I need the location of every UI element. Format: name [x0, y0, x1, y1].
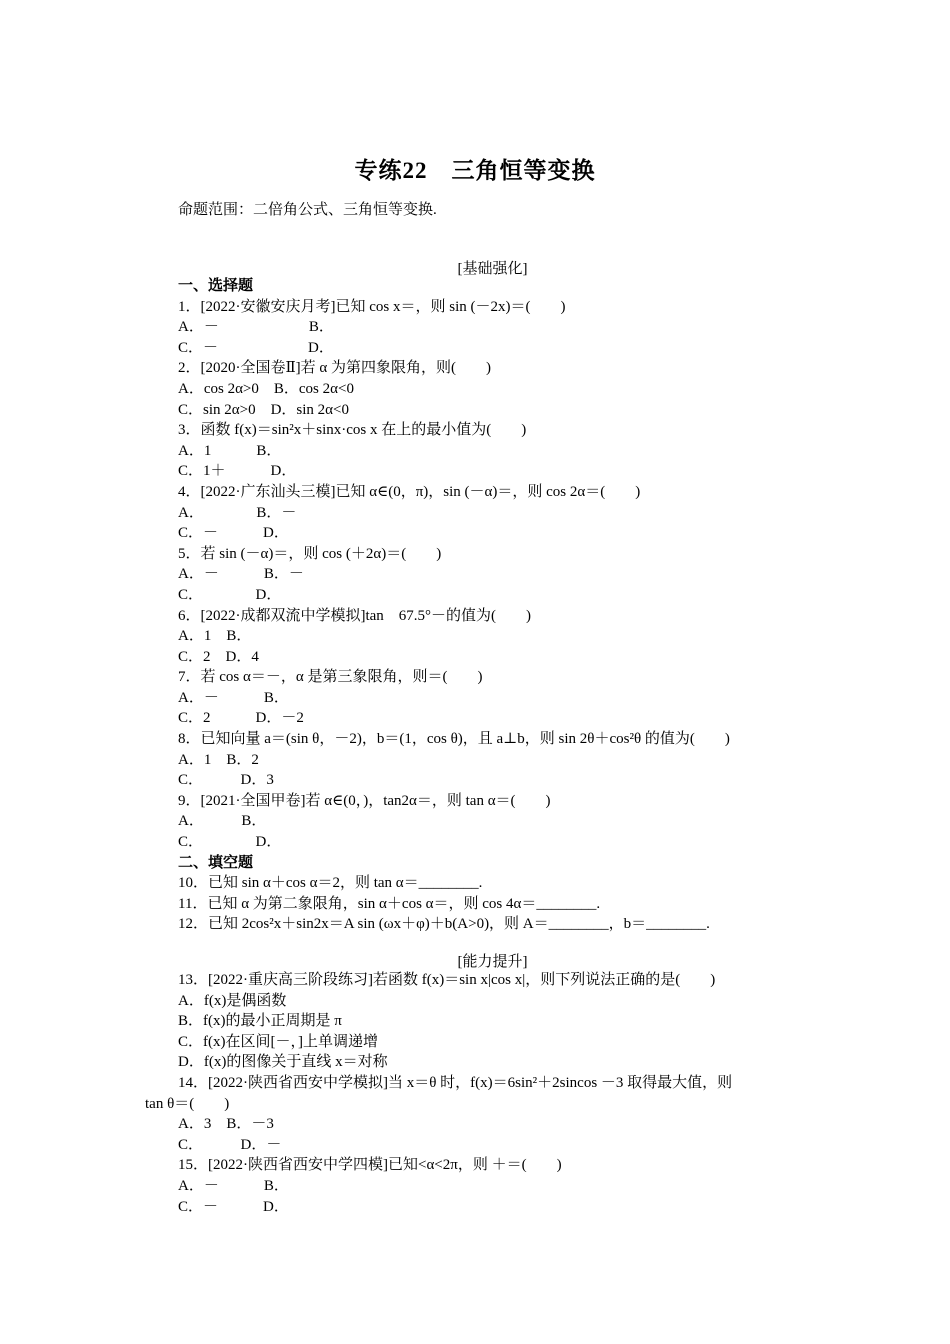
answer-options-line: C．－ D．	[178, 339, 334, 356]
question-line: 15．[2022·陕西省西安中学四模]已知<α<2π，则 ＋＝( )	[178, 1157, 562, 1174]
question-line: 6．[2022·成都双流中学模拟]tan 67.5°－的值为( )	[178, 607, 532, 624]
answer-options-line: A．3 B．－3	[178, 1116, 274, 1133]
answer-options-line: D．f(x)的图像关于直线 x＝对称	[178, 1054, 388, 1071]
question-line: 9．[2021·全国甲卷]若 α∈(0，)，tan2α＝，则 tan α＝( )	[178, 792, 551, 809]
answer-options-line: A．－ B．	[178, 689, 289, 706]
answer-options-line: C． D．3	[178, 772, 274, 789]
answer-options-line: A．cos 2α>0 B．cos 2α<0	[178, 380, 354, 397]
answer-options-line: C．f(x)在区间[－，]上单调递增	[178, 1033, 378, 1050]
answer-options-line: C． D．	[178, 586, 282, 603]
answer-options-line: C．2 D．－2	[178, 710, 304, 727]
question-line: 10．已知 sin α＋cos α＝2，则 tan α＝________.	[178, 875, 483, 892]
answer-options-line: A． B．－	[178, 504, 297, 521]
basic-question-list	[178, 276, 818, 935]
scope-note: 命题范围：二倍角公式、三角恒等变换.	[178, 202, 437, 218]
question-line: 8．已知向量 a＝(sin θ，－2)，b＝(1，cos θ)，且 a⊥b，则 sin 2θ＋cos²θ 的值为( )	[178, 731, 730, 748]
question-line: 12．已知 2cos²x＋sin2x＝A sin (ωx＋φ)＋b(A>0)，则 A＝________，b＝________.	[178, 916, 710, 933]
question-line: 2．[2020·全国卷Ⅱ]若 α 为第四象限角，则( )	[178, 360, 492, 377]
question-line: 3．函数 f(x)＝sin²x＋sinx·cos x 在上的最小值为( )	[178, 422, 527, 439]
section-advanced-heading: [能力提升]	[457, 954, 528, 970]
answer-options-line: C．2 D．4	[178, 648, 259, 665]
answer-options-line: C． D．－	[178, 1136, 282, 1153]
question-line: 7．若 cos α＝－，α 是第三象限角，则＝( )	[178, 669, 483, 686]
answer-options-line: A．－ B．	[178, 319, 334, 336]
question-line-continuation: tan θ＝( )	[145, 1095, 230, 1112]
answer-options-line: A． B．	[178, 813, 267, 830]
answer-options-line: C．1＋ D．	[178, 463, 297, 480]
answer-options-line: C． D．	[178, 834, 282, 851]
question-line: 14．[2022·陕西省西安中学模拟]当 x＝θ 时，f(x)＝6sin²＋2sincos －3 取得最大值，则	[178, 1074, 733, 1091]
answer-options-line: A．1 B．	[178, 628, 252, 645]
answer-options-line: A．－ B．	[178, 1177, 289, 1194]
answer-options-line: C．sin 2α>0 D．sin 2α<0	[178, 401, 349, 418]
question-line: 13．[2022·重庆高三阶段练习]若函数 f(x)＝sin x|cos x|，则下列说法正确的是( )	[178, 972, 716, 988]
answer-options-line: B．f(x)的最小正周期是 π	[178, 1013, 342, 1030]
answer-options-line: C．－ D．	[178, 525, 289, 542]
answer-options-line: C．－ D．	[178, 1198, 289, 1215]
answer-options-line: A．1 B．	[178, 442, 282, 459]
question-line: 1．[2022·安徽安庆月考]已知 cos x＝，则 sin (－2x)＝( )	[178, 298, 566, 315]
page-title: 专练22 三角恒等变换	[354, 158, 596, 183]
answer-options-line: A．f(x)是偶函数	[178, 992, 287, 1009]
question-line: 4．[2022·广东汕头三模]已知 α∈(0，π)，sin (－α)＝，则 cos 2α＝( )	[178, 483, 641, 500]
section-subheading: 一、选择题	[178, 278, 254, 294]
answer-options-line: A．－ B．－	[178, 566, 304, 583]
question-line: 11．已知 α 为第二象限角，sin α＋cos α＝，则 cos 4α＝________.	[178, 895, 601, 912]
question-line: 5．若 sin (－α)＝，则 cos (＋2α)＝( )	[178, 545, 442, 562]
advanced-question-list	[145, 970, 818, 1217]
section-subheading: 二、填空题	[178, 854, 254, 871]
answer-options-line: A．1 B．2	[178, 751, 259, 768]
section-basic-heading: [基础强化]	[457, 261, 528, 277]
